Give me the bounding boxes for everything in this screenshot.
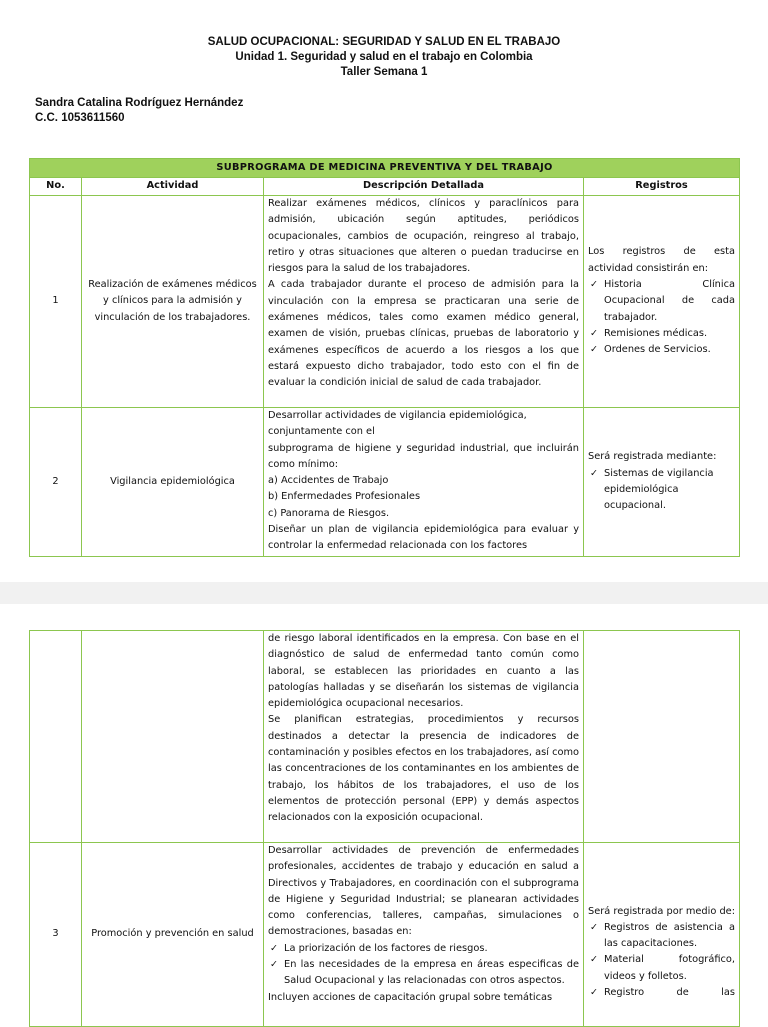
- row-activity: Realización de exámenes médicos y clínicos para la admisión y vinculación de los trabajadores.: [82, 196, 264, 408]
- document-page-2: [0, 604, 768, 1024]
- description-list: [268, 941, 579, 990]
- col-header-description: Descripción Detallada: [264, 178, 584, 196]
- table-row: [30, 843, 740, 1027]
- table-row: [30, 408, 740, 557]
- description-paragraph: Se planifican estrategias, procedimientos y recursos destinados a detectar la presencia de indicadores de contaminación y posibles efectos en los trabajadores, así como las concentraciones de los contaminantes en los ambientes de trabajo, los hábitos de los trabajadores, el uso de los elementos de protección personal (EPP) y demás aspectos relacionados con la exposición ocupacional.: [268, 714, 579, 824]
- records-item: ✓ Historia Clínica Ocupacional de cada trabajador.: [588, 277, 735, 326]
- row-number: 2: [30, 408, 82, 557]
- records-list: [588, 920, 735, 1001]
- description-line: a) Accidentes de Trabajo: [268, 475, 389, 487]
- table-row: [30, 631, 740, 843]
- row-number: 3: [30, 843, 82, 1027]
- row-records: [584, 408, 740, 557]
- row-description: [264, 196, 584, 408]
- records-intro: Será registrada por medio de:: [588, 905, 735, 917]
- page-break: [0, 582, 768, 604]
- records-item: ✓ Sistemas de vigilancia epidemiológica ocupacional.: [588, 466, 735, 515]
- row-records: [584, 843, 740, 1027]
- description-line: b) Enfermedades Profesionales: [268, 491, 421, 503]
- description-item: ✓ En las necesidades de la empresa en áreas especificas de Salud Ocupacional y las relacionadas con otros aspectos.: [268, 957, 579, 990]
- row-description: [264, 408, 584, 557]
- description-line: Desarrollar actividades de vigilancia epidemiológica, conjuntamente con el: [268, 410, 527, 438]
- description-paragraph: de riesgo laboral identificados en la empresa. Con base en el diagnóstico de salud de enfermedad tanto común como laboral, se establecen las prioridades en cuanto a las patologías halladas y se diseñarán los sistemas de vigilancia epidemiológica ocupacional necesarios.: [268, 633, 579, 710]
- records-item: ✓ Remisiones médicas.: [588, 326, 735, 342]
- document-title: SALUD OCUPACIONAL: SEGURIDAD Y SALUD EN EL TRABAJO: [207, 36, 561, 48]
- table-header-row: [30, 178, 740, 196]
- records-list: [588, 277, 735, 358]
- table-banner: SUBPROGRAMA DE MEDICINA PREVENTIVA Y DEL TRABAJO: [30, 159, 740, 178]
- row-records: [584, 196, 740, 408]
- row-activity: Promoción y prevención en salud: [82, 843, 264, 1027]
- records-list: [588, 466, 735, 515]
- description-line: subprograma de higiene y seguridad industrial, que incluirán como mínimo:: [268, 442, 579, 470]
- col-header-no: No.: [30, 178, 82, 196]
- records-intro: Será registrada mediante:: [588, 451, 717, 463]
- col-header-records: Registros: [584, 178, 740, 196]
- row-number: 1: [30, 196, 82, 408]
- description-paragraph: A cada trabajador durante el proceso de admisión para la vinculación con la empresa se practicaran una serie de exámenes médicos, tales como examen médico general, examen de visión, pruebas clínicas, pruebas de laboratorio y exámenes específicos de acuerdo a los riesgos a los que estará expuesto dicho trabajador, todo esto con el fin de evaluar la condición inicial de salud de cada trabajador.: [268, 279, 579, 389]
- student-name: Sandra Catalina Rodríguez Hernández: [35, 97, 244, 109]
- subprogram-table: [29, 158, 740, 557]
- description-paragraph: Realizar exámenes médicos, clínicos y paraclínicos para admisión, ubicación según aptitudes, periódicos ocupacionales, cambios de ocupación, reingreso al trabajo, retiro y otras situaciones que alteren o puedan traducirse en riesgos para la salud de los trabajadores.: [268, 198, 579, 275]
- student-id: C.C. 1053611560: [35, 112, 125, 124]
- workshop-title: Taller Semana 1: [340, 66, 428, 78]
- description-paragraph: Incluyen acciones de capacitación grupal sobre temáticas: [268, 991, 553, 1003]
- row-description: [264, 631, 584, 843]
- records-item: ✓ Ordenes de Servicios.: [588, 342, 735, 358]
- row-description: [264, 843, 584, 1027]
- records-item: ✓ Material fotográfico, videos y folletos.: [588, 952, 735, 985]
- unit-title: Unidad 1. Seguridad y salud en el trabajo en Colombia: [235, 51, 533, 63]
- row-activity: Vigilancia epidemiológica: [82, 408, 264, 557]
- col-header-activity: Actividad: [82, 178, 264, 196]
- description-item: ✓ La priorización de los factores de riesgos.: [268, 941, 579, 957]
- records-intro: Los registros de esta actividad consistirán en:: [588, 246, 736, 274]
- subprogram-table-continued: [29, 630, 740, 1027]
- description-line: c) Panorama de Riesgos.: [268, 507, 390, 519]
- table-row: [30, 196, 740, 408]
- row-records: [584, 631, 740, 843]
- description-paragraph: Desarrollar actividades de prevención de enfermedades profesionales, accidentes de trabajo y educación en salud a Directivos y Trabajadores, en coordinación con el subprograma de Higiene y Seguridad Industrial; se planearan actividades como conferencias, talleres, campañas, simulaciones o demostraciones, basadas en:: [268, 845, 579, 938]
- row-number: [30, 631, 82, 843]
- description-line: Diseñar un plan de vigilancia epidemiológica para evaluar y controlar la enfermedad relacionada con los factores: [268, 524, 579, 552]
- records-item: ✓ Registro de las: [588, 985, 735, 1001]
- records-item: ✓ Registros de asistencia a las capacitaciones.: [588, 920, 735, 953]
- row-activity: [82, 631, 264, 843]
